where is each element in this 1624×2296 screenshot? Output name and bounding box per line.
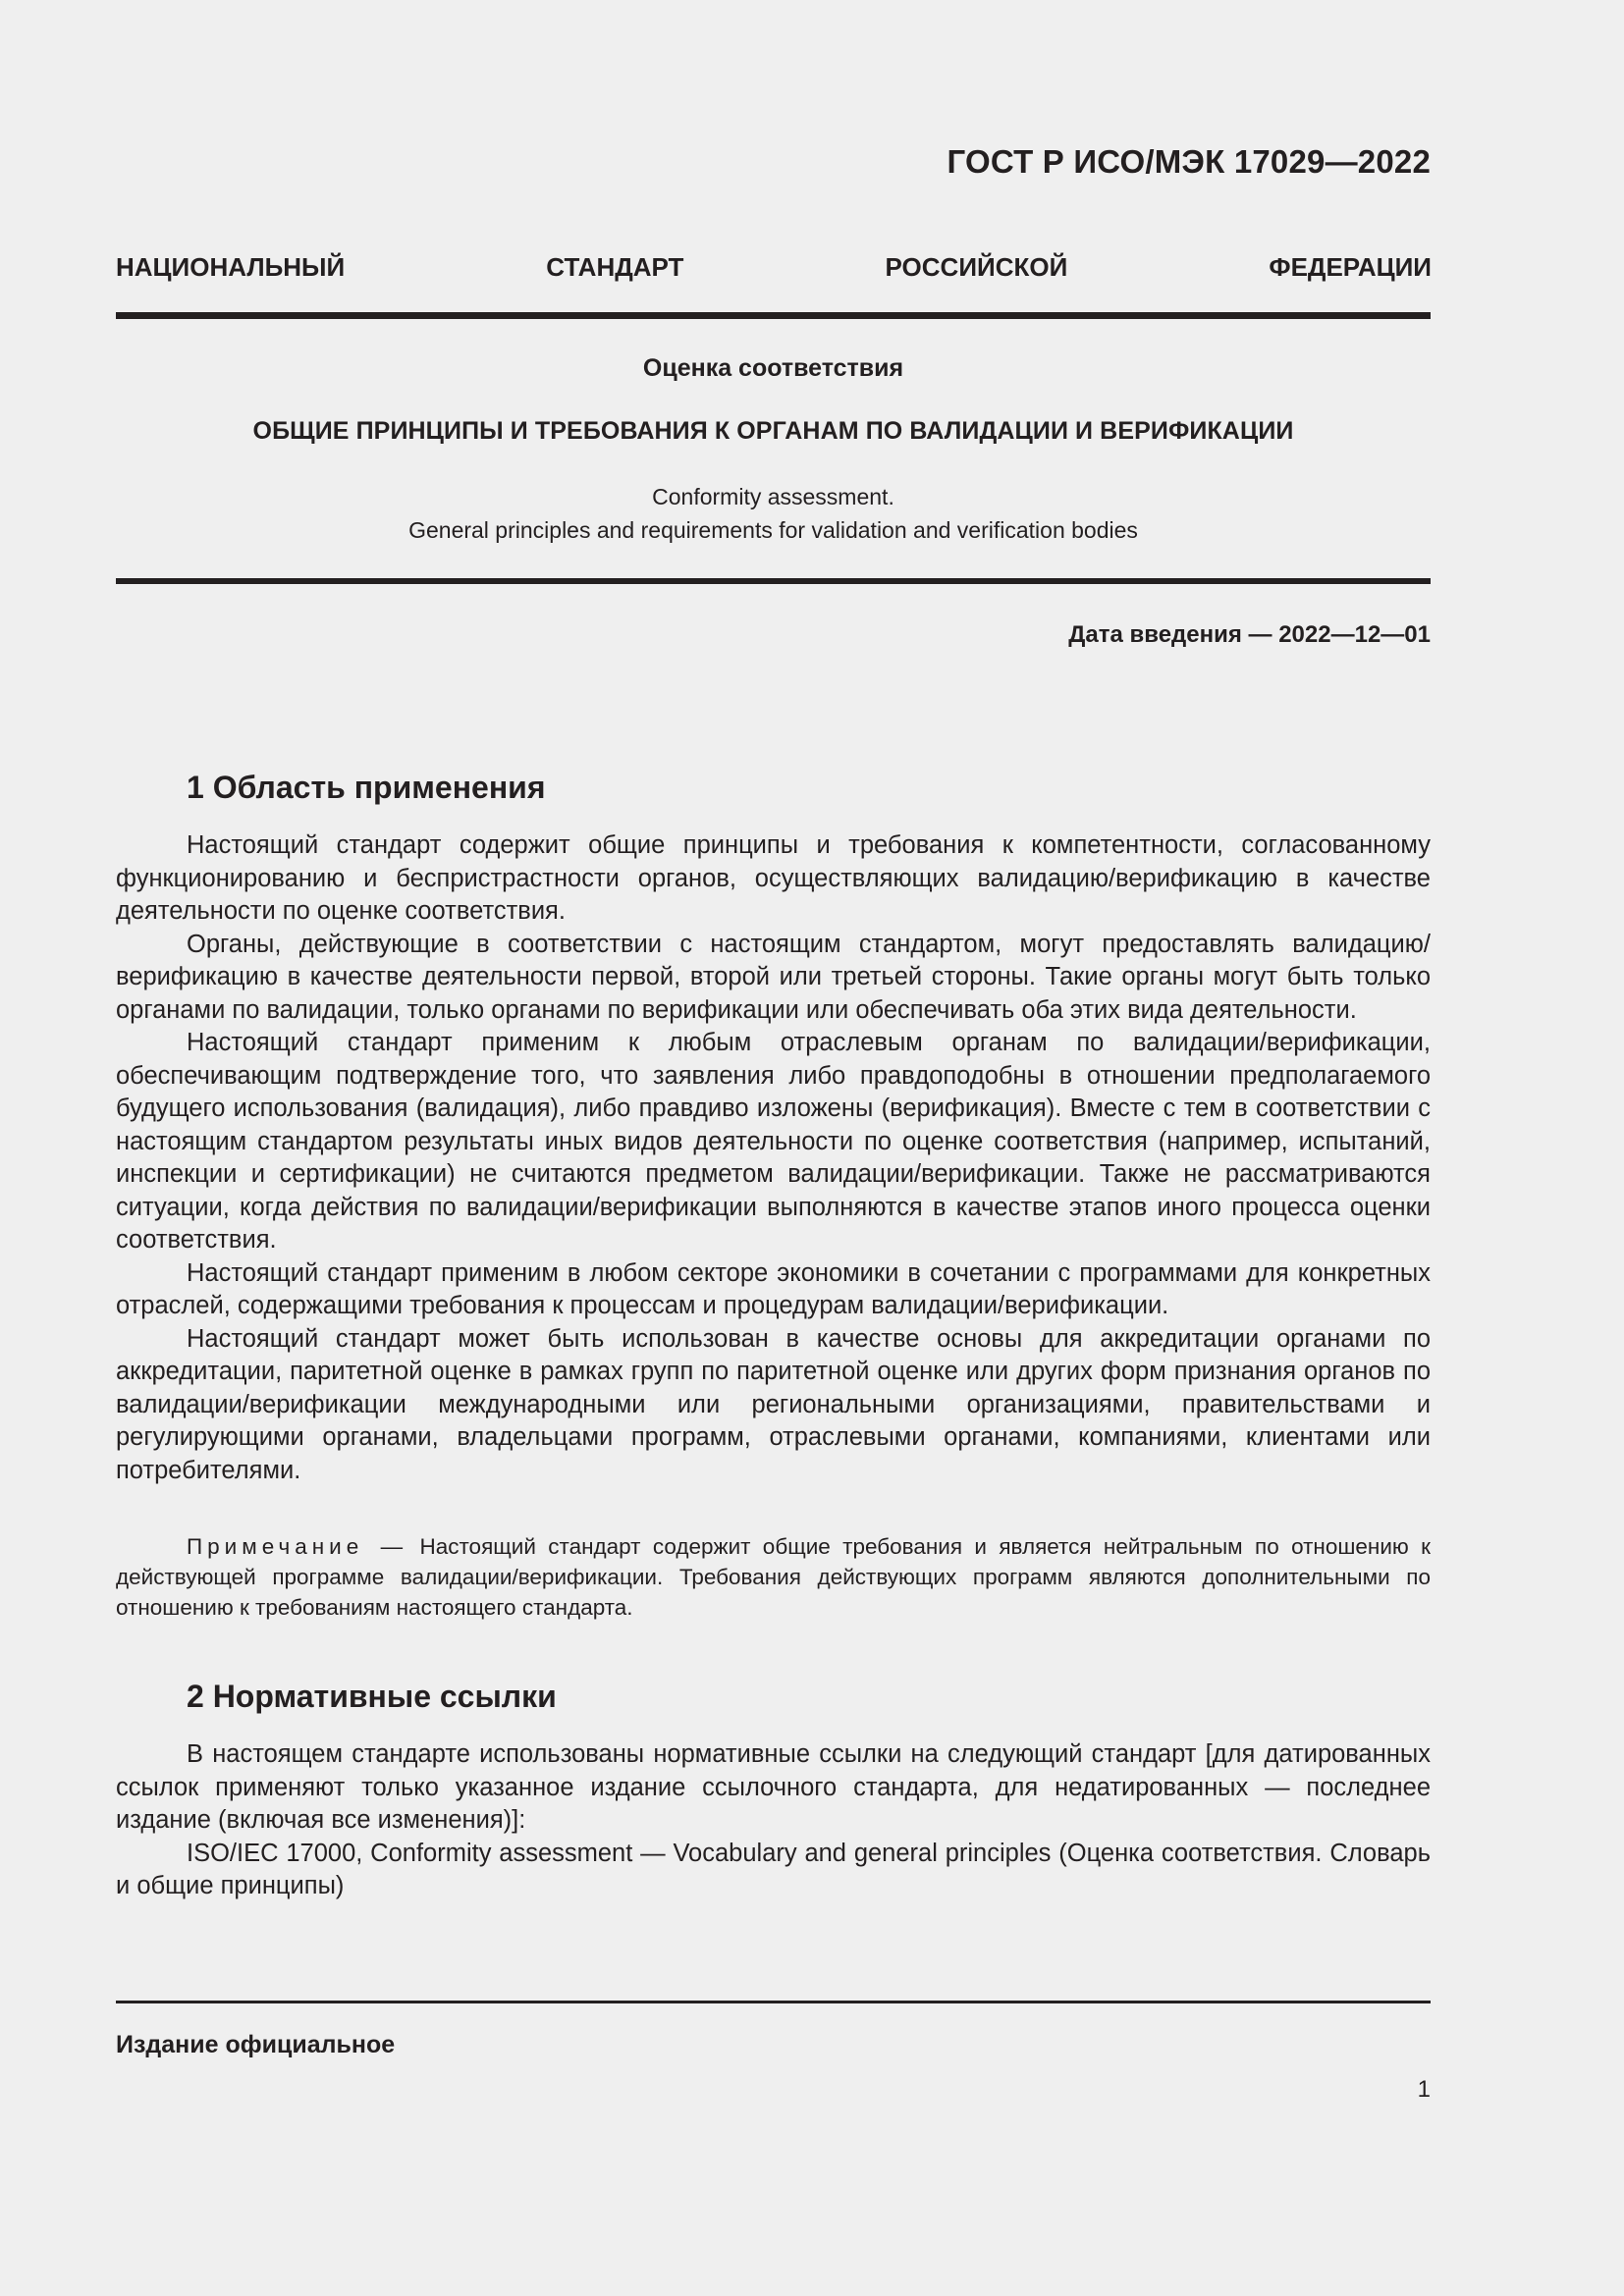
section1-paragraph: Настоящий стандарт применим к любым отраслевым органам по валидации/верификации, обеспечивающим подтверждение того, что заявления либо правдоподобны в отношении предполагаемого будущего использования (валидация), либо правдиво изложены (верификация). Вместе с тем в соответствии с настоящим стандартом результаты иных видов деятельности по оценке соответствия (например, испытаний, инспекции и сертификации) не считаются предметом валидации/верификации. Также не рассматриваются ситуации, когда действия по валидации/верификации выполняются в качестве этапов иного процесса оценки соответствия. (116, 1029, 1431, 1254)
standard-subject: Оценка соответствия (642, 354, 904, 382)
official-edition-label: Издание официальное (116, 2031, 396, 2058)
date-of-introduction: Дата введения — 2022—12—01 (1068, 621, 1431, 648)
section1-paragraph: Органы, действующие в соответствии с настоящим стандартом, могут предоставлять валидацию/верификацию в качестве деятельности первой, второй или третьей стороны. Такие органы могут быть только органами по валидации, только органами по верификации или обеспечивать оба этих вида деятельности. (116, 930, 1431, 1024)
title-en-line2: General principles and requirements for validation and verification bodies (408, 517, 1138, 543)
section1-paragraph: Настоящий стандарт применим в любом секторе экономики в сочетании с программами для конкретных отраслей, содержащими требования к процессам и процедурам валидации/верификации. (116, 1258, 1431, 1319)
note-text: Настоящий стандарт содержит общие требования и является нейтральным по отношению к действующей программе валидации/верификации. Требования действующих программ являются дополнительными по отношению к требованиям настоящего стандарта. (116, 1534, 1431, 1620)
section1-note (116, 1531, 1431, 1623)
header-rule-top (116, 312, 1431, 319)
standard-title-en (116, 480, 1431, 547)
national-standard-banner: НАЦИОНАЛЬНЫЙ СТАНДАРТ РОССИЙСКОЙ ФЕДЕРАЦИИ (116, 252, 1432, 282)
title-en-line1: Conformity assessment. (652, 484, 894, 509)
page-number: 1 (1417, 2076, 1431, 2103)
note-label: Примечание — (187, 1534, 408, 1559)
section2-paragraph: ISO/IEC 17000, Conformity assessment — Vocabulary and general principles (Оценка соответствия. Словарь и общие принципы) (116, 1839, 1431, 1899)
section1-paragraph: Настоящий стандарт содержит общие принципы и требования к компетентности, согласованному функционированию и беспристрастности органов, осуществляющих валидацию/верификацию в качестве деятельности по оценке соответствия. (116, 831, 1431, 925)
section2-heading: 2 Нормативные ссылки (187, 1679, 557, 1714)
section2-paragraph: В настоящем стандарте использованы нормативные ссылки на следующий стандарт [для датированных ссылок применяют только указанное издание ссылочного стандарта, для недатированных — последнее издание (включая все изменения)]: (116, 1740, 1431, 1834)
section1-paragraph: Настоящий стандарт может быть использован в качестве основы для аккредитации органами по аккредитации, паритетной оценке в рамках групп по паритетной оценке или других форм признания органов по валидации/верификации международными или региональными организациями, правительствами и регулирующими органами, владельцами программ, отраслевыми органами, компаниями, клиентами или потребителями. (116, 1324, 1431, 1484)
standard-title-ru: ОБЩИЕ ПРИНЦИПЫ И ТРЕБОВАНИЯ К ОРГАНАМ ПО ВАЛИДАЦИИ И ВЕРИФИКАЦИИ (252, 417, 1294, 445)
gost-code: ГОСТ Р ИСО/МЭК 17029—2022 (947, 143, 1431, 180)
footer-rule (116, 2001, 1431, 2003)
section1-heading: 1 Область применения (187, 770, 546, 805)
section2-body (116, 1738, 1431, 1903)
header-rule-bottom (116, 578, 1431, 584)
section1-body (116, 829, 1431, 1487)
